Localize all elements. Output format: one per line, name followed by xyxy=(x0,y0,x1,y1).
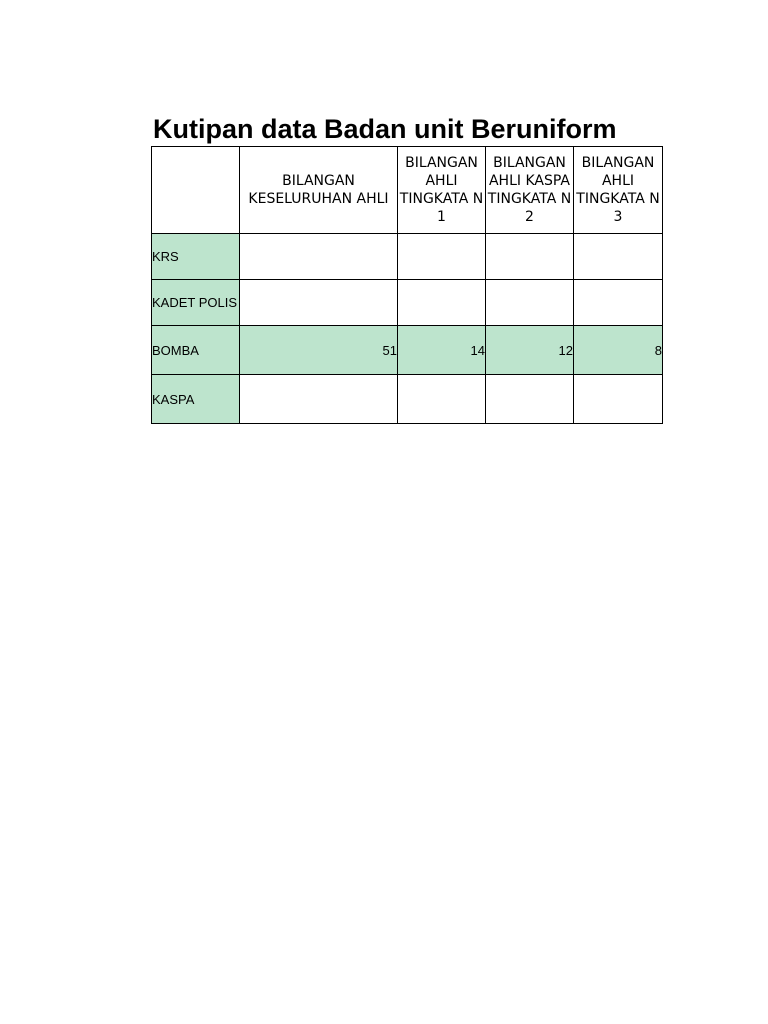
table-cell xyxy=(486,375,574,424)
header-corner-cell xyxy=(152,147,240,234)
table-cell xyxy=(398,280,486,326)
row-label-kaspa: KASPA xyxy=(152,375,240,424)
page-title: Kutipan data Badan unit Beruniform xyxy=(153,114,617,144)
table-cell xyxy=(574,375,663,424)
table-cell xyxy=(398,375,486,424)
data-table xyxy=(151,146,663,424)
row-label-kadet-polis: KADET POLIS xyxy=(152,280,240,326)
table-row xyxy=(152,234,663,280)
table-cell xyxy=(240,234,398,280)
table-header-row xyxy=(152,147,663,234)
header-level-3-members: BILANGAN AHLI TINGKATA N 3 xyxy=(574,147,663,234)
table-cell xyxy=(240,375,398,424)
table-cell xyxy=(574,234,663,280)
table-row xyxy=(152,326,663,375)
table-cell: 12 xyxy=(486,326,574,375)
header-total-members: BILANGAN KESELURUHAN AHLI xyxy=(240,147,398,234)
table-row xyxy=(152,375,663,424)
table-cell xyxy=(486,280,574,326)
row-label-krs: KRS xyxy=(152,234,240,280)
table-cell xyxy=(486,234,574,280)
table-cell: 8 xyxy=(574,326,663,375)
row-label-bomba: BOMBA xyxy=(152,326,240,375)
table-cell: 51 xyxy=(240,326,398,375)
table-cell: 14 xyxy=(398,326,486,375)
table-row xyxy=(152,280,663,326)
header-kaspa-level-2-members: BILANGAN AHLI KASPA TINGKATA N 2 xyxy=(486,147,574,234)
table-cell xyxy=(398,234,486,280)
header-level-1-members: BILANGAN AHLI TINGKATA N 1 xyxy=(398,147,486,234)
table-cell xyxy=(574,280,663,326)
table-cell xyxy=(240,280,398,326)
